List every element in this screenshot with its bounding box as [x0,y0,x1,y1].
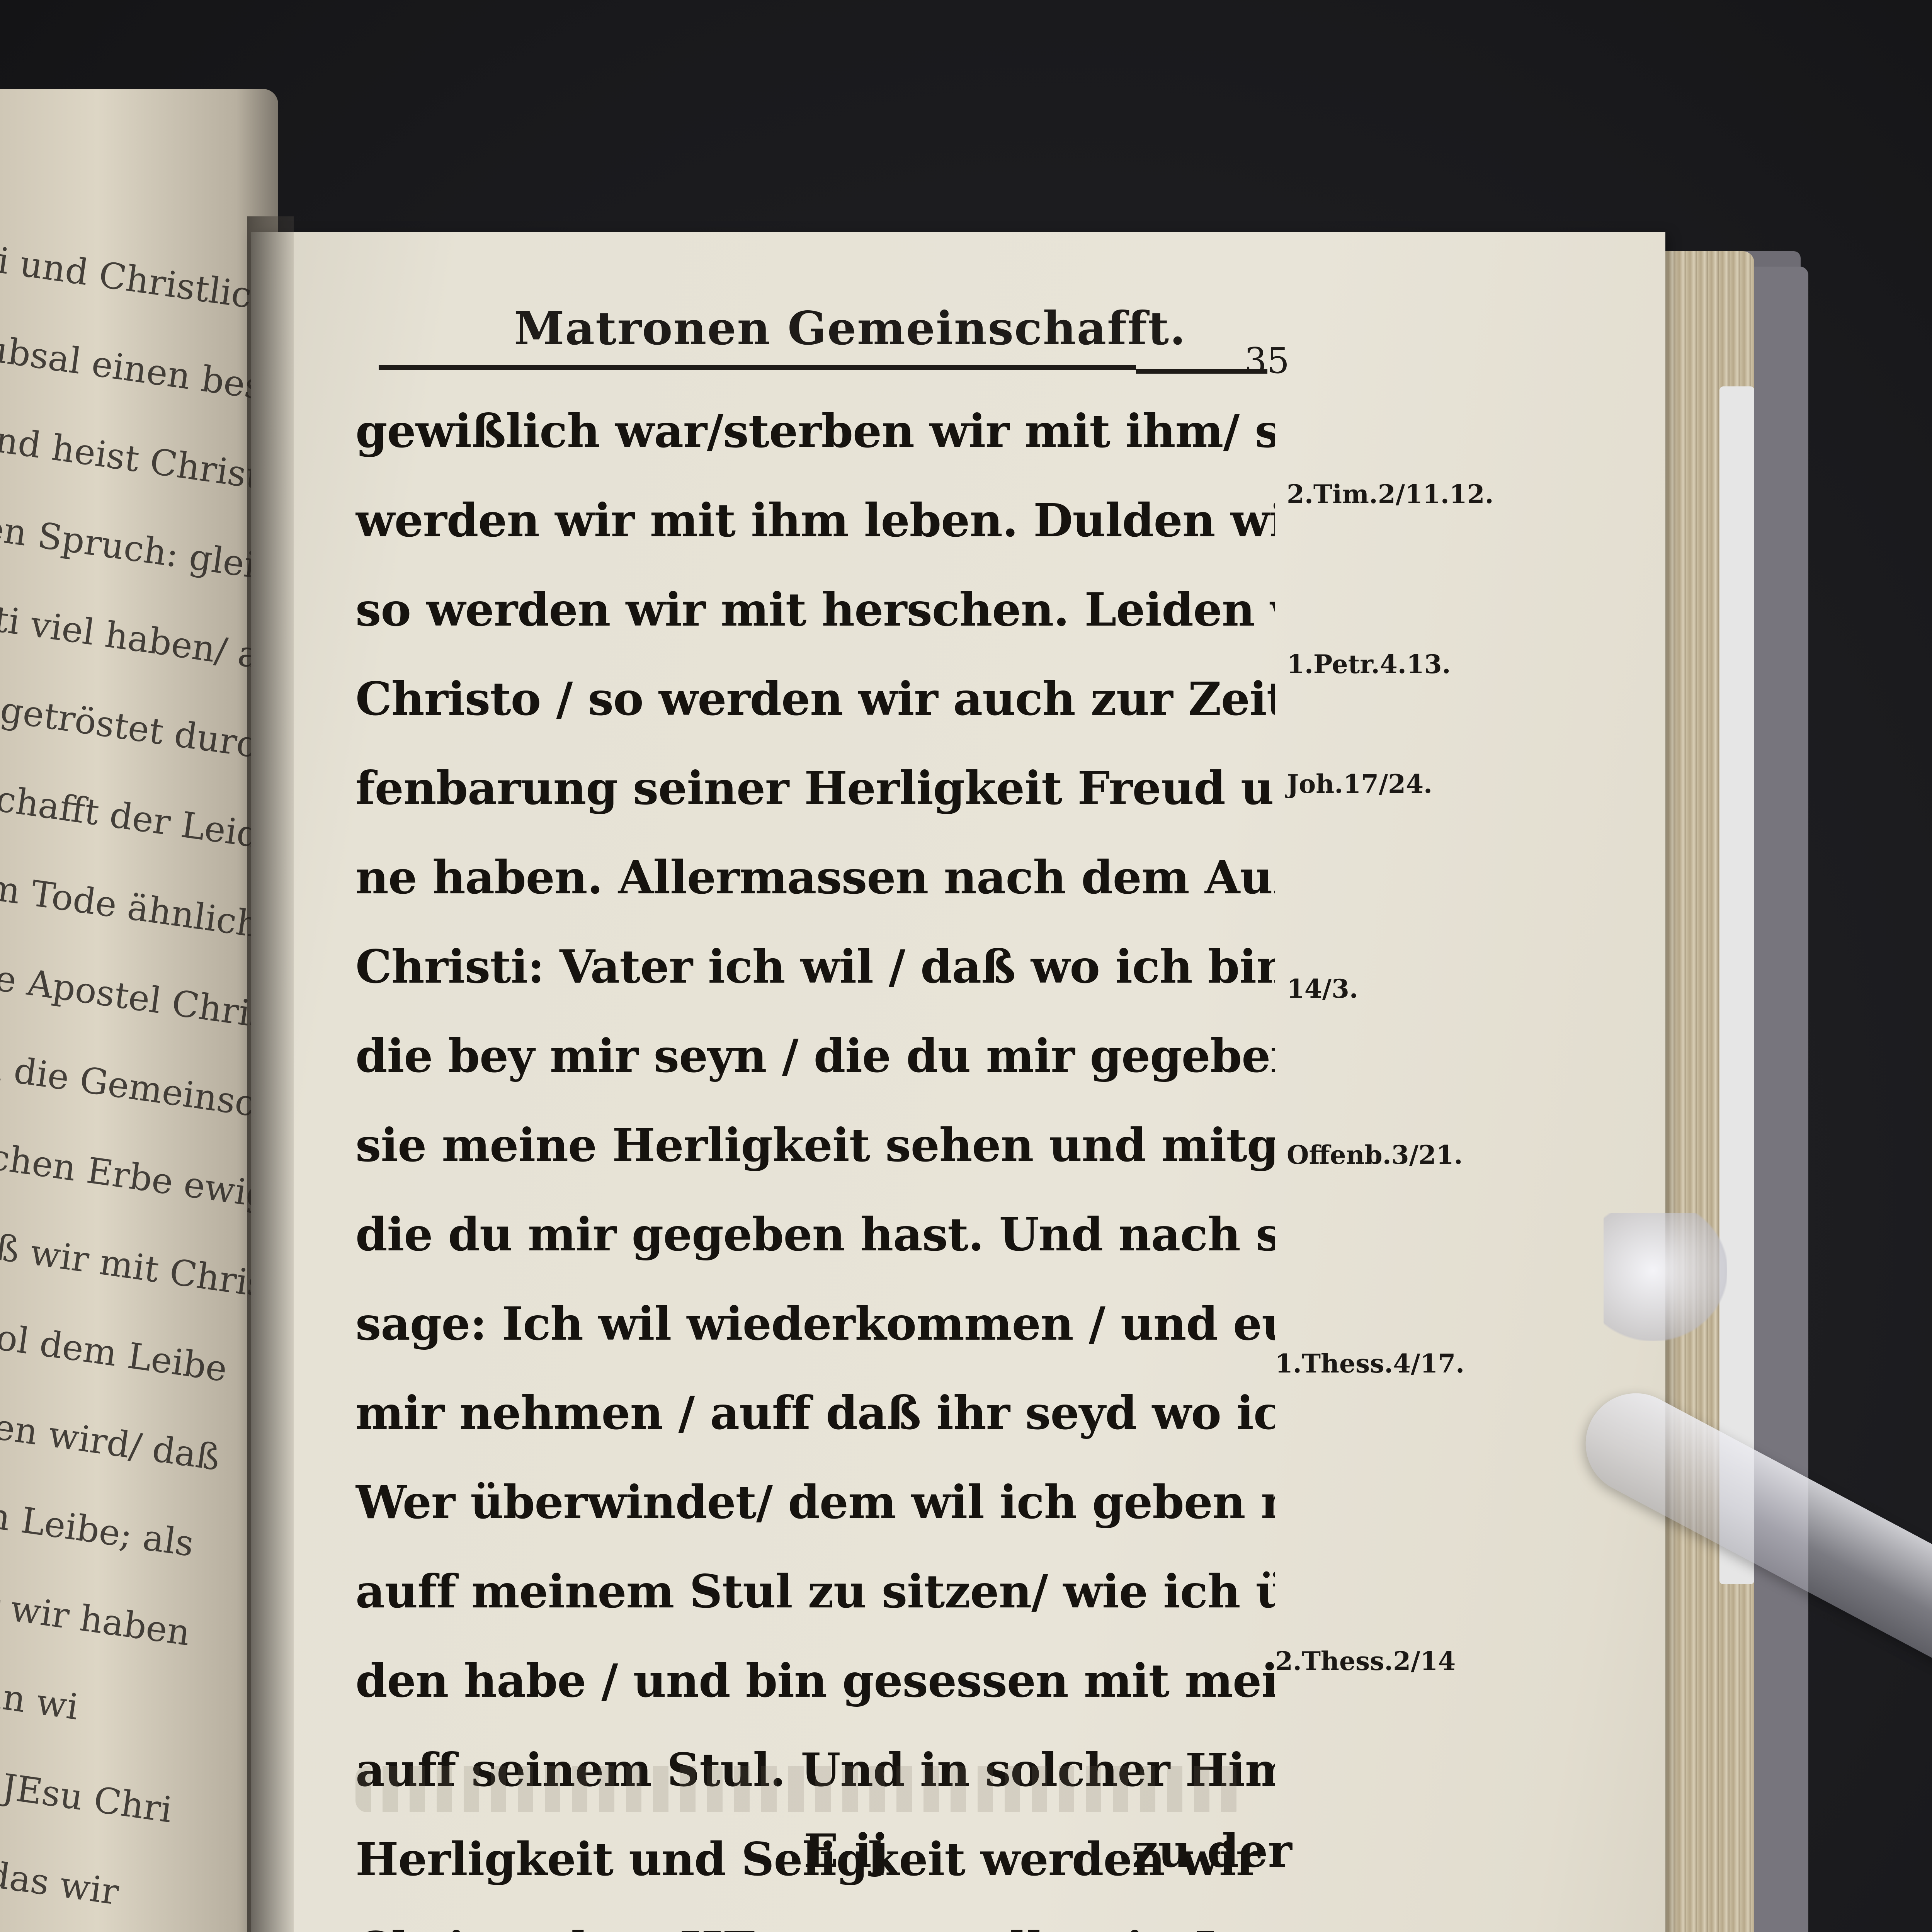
left-line: einem Tode ähnlich [0,832,193,959]
text-line: mir nehmen / auff daß ihr seyd wo ic [355,1368,1275,1458]
left-line: welcher wir haben [0,1536,94,1663]
text-line: werden wir mit ihm leben. Dulden w [355,476,1275,565]
left-line: Dan wi [0,1624,82,1751]
margin-reference: 1.Thess.4/17. [1275,1349,1464,1379]
left-line: getröstet durch [0,656,218,783]
text-line: sie meine Herligkeit sehen und mitg [355,1100,1275,1190]
left-line: wol dem Leibe [0,1272,131,1399]
text-line: die bey mir seyn / die du mir gegebe [355,1011,1275,1100]
text-line: Christi: Vater ich wil / daß wo ich bin [355,922,1275,1011]
text-line: ne haben. Allermassen nach dem Au [355,833,1275,922]
running-head: Matronen Gemeinschafft. [514,301,1186,355]
catchword: zu der [1132,1824,1292,1878]
left-line: verklärten Leibe; als [0,1449,106,1575]
left-line: und heist Christi [0,393,255,519]
text-line: Wer überwindet/ dem wil ich geben [355,1458,1275,1547]
margin-reference: 14/3. [1287,974,1358,1004]
margin-reference: 2.Tim.2/11.12. [1287,479,1494,509]
left-line: grosse Apostel Christi [0,920,180,1047]
text-line: auff meinem Stul zu sitzen/ wie ich ü [355,1547,1275,1636]
left-line: dan die Gemeinschafft [0,1009,168,1135]
text-line: fenbarung seiner Herligkeit Freud u [355,743,1275,833]
text-line: sage: Ich wil wiederkommen / und e [355,1279,1275,1368]
signature-mark: E ij [804,1824,888,1878]
margin-reference: 1.Petr.4.13. [1287,649,1451,679]
text-line: Christo / so werden wir auch zur Zei [355,654,1275,743]
margin-reference: Offenb.3/21. [1287,1140,1463,1170]
left-line: einschafft der Leiden [0,745,205,871]
margin-reference: 2.Thess.2/14 [1275,1646,1456,1676]
left-line: verklären wird/ daß [0,1361,119,1487]
left-line: ubsal einen besondern [0,304,267,431]
margin-reference: Joh.17/24. [1287,769,1432,799]
text-line: den habe / und bin gesessen mit mei [355,1636,1275,1725]
left-line: JEsu Chri [0,1713,69,1839]
left-line: Himlischen Erbe ewiger [0,1097,156,1223]
left-line: i und Christlicher [0,216,278,343]
text-line: gewißlich war/sterben wir mit ihm/ s [355,386,1275,476]
left-line: das wir [0,1801,57,1927]
text-line: die du mir gegeben hast. Und nach s [355,1190,1275,1279]
left-line: daß wir mit Christo [0,1184,143,1311]
left-line: hen Spruch: gleichwie [0,480,242,607]
text-line: so werden wir mit herschen. Leiden [355,565,1275,654]
page-number: 35 [1244,340,1289,381]
left-line: risti viel haben/ [0,568,230,695]
text-line: Herligkeit und Seligkeit werden wir [355,1815,1275,1904]
